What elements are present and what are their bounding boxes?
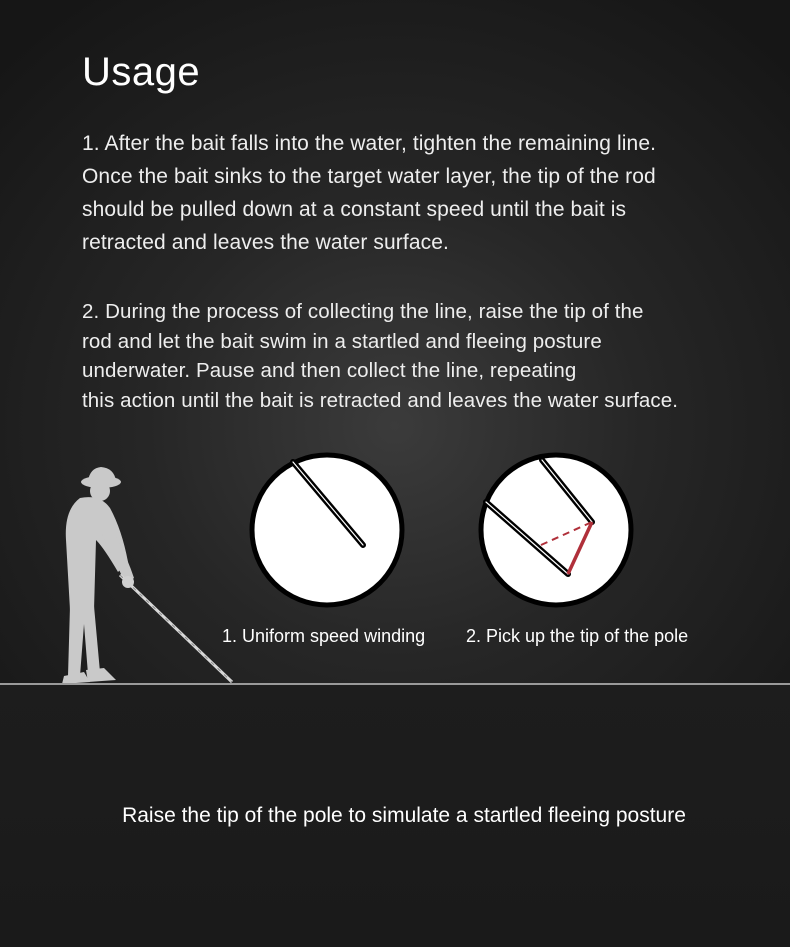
step-1-line: should be pulled down at a constant speed until the bait is [82, 198, 627, 221]
fishing-rod-icon [120, 575, 232, 682]
step-1-line: retracted and leaves the water surface. [82, 231, 449, 254]
step-2-text [82, 297, 762, 415]
step-2-line: underwater. Pause and then collect the line, repeating [82, 359, 577, 382]
step-1-line: 1. After the bait falls into the water, tighten the remaining line. [82, 132, 657, 155]
step-1-line: Once the bait sinks to the target water layer, the tip of the rod [82, 165, 656, 188]
pick-up-tip-diagram-icon [481, 455, 631, 605]
water-line-divider [0, 683, 790, 685]
winding-diagram-icon [252, 455, 402, 605]
caption-uniform-winding: 1. Uniform speed winding [222, 626, 426, 646]
step-2-line: this action until the bait is retracted and leaves the water surface. [82, 388, 679, 412]
footer-tagline: Raise the tip of the pole to simulate a startled fleeing posture [122, 804, 686, 827]
step-2-line: 2. During the process of collecting the line, raise the tip of the [82, 300, 644, 323]
angler-silhouette-icon [62, 467, 134, 684]
usage-illustration [0, 440, 790, 690]
page-title: Usage [82, 50, 201, 94]
caption-pick-up-tip: 2. Pick up the tip of the pole [466, 626, 689, 646]
step-1-text [82, 127, 762, 259]
step-2-line: rod and let the bait swim in a startled and fleeing posture [82, 329, 602, 353]
